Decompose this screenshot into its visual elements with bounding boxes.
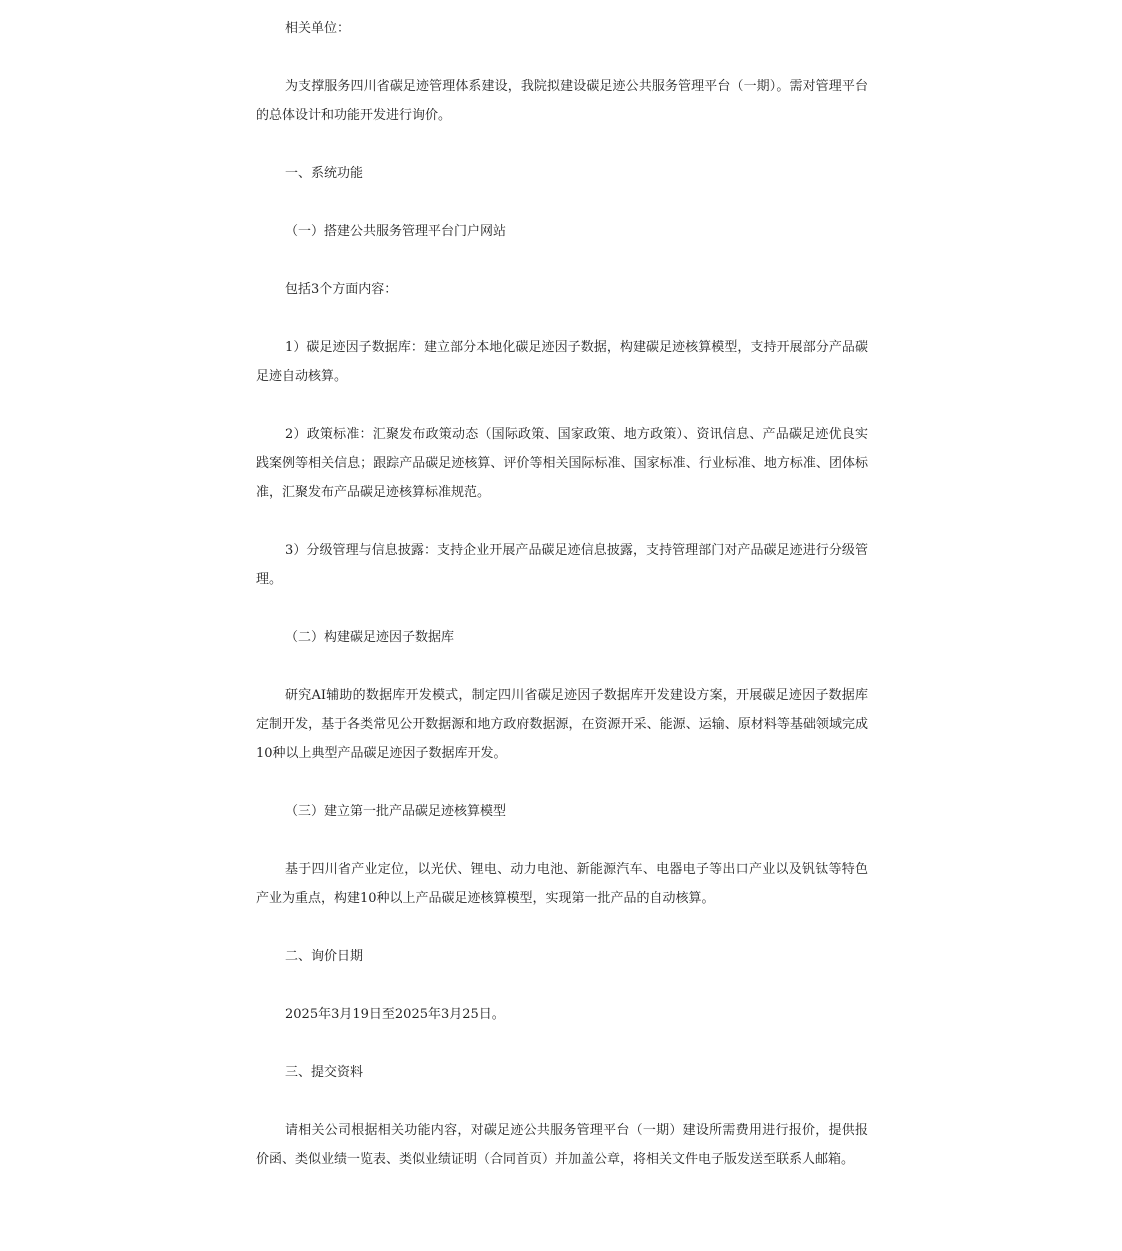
inquiry-date-paragraph: 2025年3月19日至2025年3月25日。 <box>285 1007 505 1022</box>
submission-paragraph: 请相关公司根据相关功能内容，对碳足迹公共服务管理平台（一期）建设所需费用进行报价，提供报价函、类似业绩一览表、类似业绩证明（合同首页）并加盖公章，将相关文件电子版发送至联系人邮箱。 <box>256 1123 868 1167</box>
portal-item-disclosure: 3）分级管理与信息披露：支持企业开展产品碳足迹信息披露，支持管理部门对产品碳足迹进行分级管理。 <box>256 543 868 587</box>
section-heading-inquiry-date: 二、询价日期 <box>285 949 364 964</box>
section-heading-submission: 三、提交资料 <box>285 1065 364 1080</box>
subsection-heading-accounting-models: （三）建立第一批产品碳足迹核算模型 <box>285 804 507 819</box>
subsection-heading-portal: （一）搭建公共服务管理平台门户网站 <box>285 224 507 239</box>
section-heading-system-functions: 一、系统功能 <box>285 166 364 181</box>
portal-item-factor-database: 1）碳足迹因子数据库：建立部分本地化碳足迹因子数据，构建碳足迹核算模型，支持开展部分产品碳足迹自动核算。 <box>256 340 868 384</box>
intro-paragraph: 为支撑服务四川省碳足迹管理体系建设，我院拟建设碳足迹公共服务管理平台（一期）。需对管理平台的总体设计和功能开发进行询价。 <box>256 79 868 123</box>
document-body <box>256 14 868 1174</box>
portal-item-policy-standards: 2）政策标准：汇聚发布政策动态（国际政策、国家政策、地方政策）、资讯信息、产品碳足迹优良实践案例等相关信息；跟踪产品碳足迹核算、评价等相关国际标准、国家标准、行业标准、地方标准、团体标准，汇聚发布产品碳足迹核算标准规范。 <box>256 427 868 500</box>
accounting-models-paragraph: 基于四川省产业定位，以光伏、锂电、动力电池、新能源汽车、电器电子等出口产业以及钒钛等特色产业为重点，构建10种以上产品碳足迹核算模型，实现第一批产品的自动核算。 <box>256 862 868 906</box>
factor-database-paragraph: 研究AI辅助的数据库开发模式，制定四川省碳足迹因子数据库开发建设方案，开展碳足迹因子数据库定制开发，基于各类常见公开数据源和地方政府数据源，在资源开采、能源、运输、原材料等基础领域完成10种以上典型产品碳足迹因子数据库开发。 <box>256 688 868 761</box>
portal-contents-intro: 包括3个方面内容： <box>285 282 398 297</box>
salutation: 相关单位： <box>285 21 351 36</box>
subsection-heading-factor-database: （二）构建碳足迹因子数据库 <box>285 630 455 645</box>
